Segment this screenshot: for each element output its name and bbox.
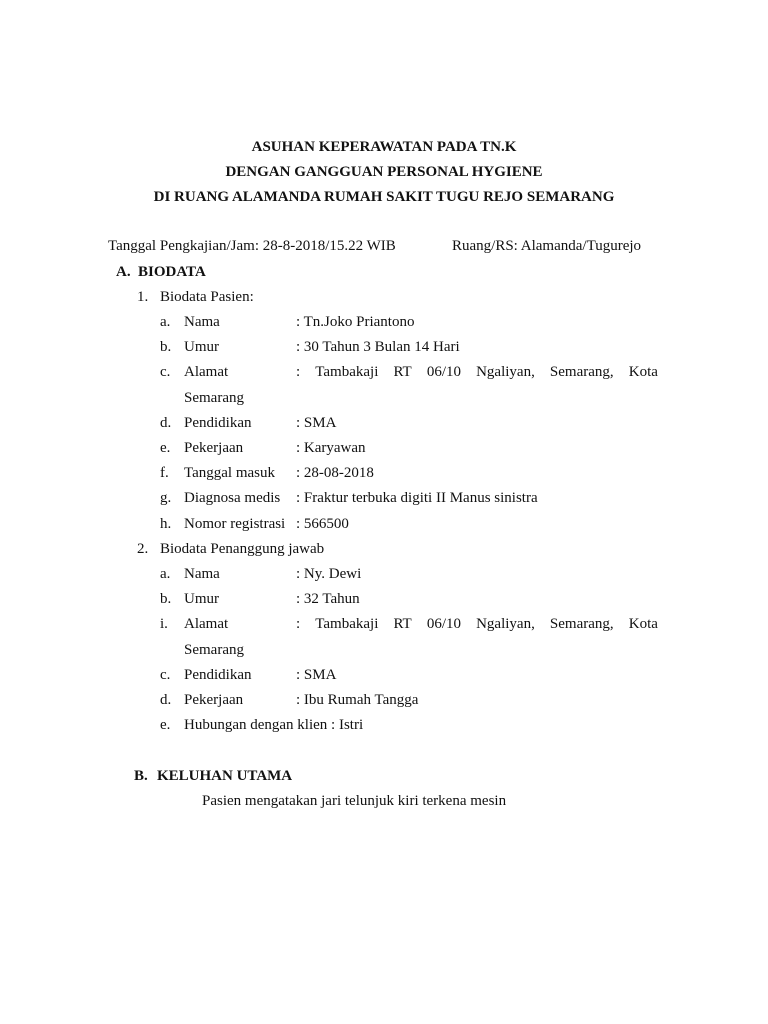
list-marker: i. <box>160 616 168 632</box>
list-marker: e. <box>160 717 171 733</box>
list-marker: c. <box>160 667 171 683</box>
list-marker: b. <box>160 339 172 355</box>
field-value-word: Kota <box>628 364 658 380</box>
field-label: Umur <box>184 591 219 607</box>
field-value: : 30 Tahun 3 Bulan 14 Hari <box>296 339 460 355</box>
field-label: Nama <box>184 314 220 330</box>
field-label: Alamat <box>184 364 229 380</box>
field-label: Umur <box>184 339 219 355</box>
field-value-word: RT <box>393 616 412 632</box>
field-value-word: : <box>296 364 301 380</box>
field-value-word: 06/10 <box>426 616 461 632</box>
list-marker: a. <box>160 314 171 330</box>
field-value-word: Semarang, <box>549 364 614 380</box>
subsection-1-marker: 1. <box>137 289 149 305</box>
list-marker: g. <box>160 490 172 506</box>
biodata-row <box>0 691 768 709</box>
field-value: : Karyawan <box>296 440 366 456</box>
section-b-marker: B. <box>134 768 148 784</box>
list-marker: d. <box>160 692 172 708</box>
field-value-word: Ngaliyan, <box>476 616 535 632</box>
biodata-row <box>0 363 768 381</box>
biodata-row <box>0 489 768 507</box>
section-b-title: KELUHAN UTAMA <box>157 768 293 784</box>
section-a-title: BIODATA <box>138 264 206 280</box>
field-value-word: : <box>296 616 301 632</box>
biodata-row <box>0 590 768 608</box>
list-marker: d. <box>160 415 172 431</box>
room-hospital: Ruang/RS: Alamanda/Tugurejo <box>452 238 642 254</box>
field-label: Tanggal masuk <box>184 465 276 481</box>
biodata-row <box>0 565 768 583</box>
field-value-word: 06/10 <box>426 364 461 380</box>
biodata-row <box>0 338 768 356</box>
biodata-row <box>0 464 768 482</box>
chief-complaint-text: Pasien mengatakan jari telunjuk kiri terkena mesin <box>202 793 507 809</box>
list-marker: e. <box>160 440 171 456</box>
field-value <box>296 363 658 381</box>
biodata-row <box>0 615 768 633</box>
field-value: : Ibu Rumah Tangga <box>296 692 419 708</box>
subsection-2-title: Biodata Penanggung jawab <box>160 541 325 557</box>
field-value-word: RT <box>393 364 412 380</box>
field-value-word: Tambakaji <box>315 364 379 380</box>
field-value: : 32 Tahun <box>296 591 360 607</box>
field-value-continuation: Semarang <box>184 390 244 406</box>
biodata-row <box>0 313 768 331</box>
field-value: : SMA <box>296 667 337 683</box>
field-value: : Fraktur terbuka digiti II Manus sinistra <box>296 490 538 506</box>
title-line-2: DENGAN GANGGUAN PERSONAL HYGIENE <box>225 164 543 180</box>
section-a-marker: A. <box>116 264 131 280</box>
list-marker: a. <box>160 566 171 582</box>
field-label: Nama <box>184 566 220 582</box>
title-line-1: ASUHAN KEPERAWATAN PADA TN.K <box>251 139 517 155</box>
subsection-1-title: Biodata Pasien: <box>160 289 254 305</box>
field-value: : SMA <box>296 415 337 431</box>
field-label: Alamat <box>184 616 229 632</box>
field-value: : 28-08-2018 <box>296 465 374 481</box>
field-value: : 566500 <box>296 516 349 532</box>
list-marker: h. <box>160 516 172 532</box>
field-label: Pendidikan <box>184 667 252 683</box>
field-value-continuation: Semarang <box>184 642 244 658</box>
assessment-date: Tanggal Pengkajian/Jam: 28-8-2018/15.22 WIB <box>108 238 396 254</box>
field-value: : Tn.Joko Priantono <box>296 314 415 330</box>
field-label: Pendidikan <box>184 415 252 431</box>
field-label: Pekerjaan <box>184 692 244 708</box>
title-line-3: DI RUANG ALAMANDA RUMAH SAKIT TUGU REJO SEMARANG <box>153 189 615 205</box>
field-value-word: Ngaliyan, <box>476 364 535 380</box>
biodata-row <box>0 716 768 734</box>
field-value-word: Kota <box>628 616 658 632</box>
field-value: : Ny. Dewi <box>296 566 362 582</box>
biodata-row <box>0 414 768 432</box>
list-marker: c. <box>160 364 171 380</box>
biodata-row <box>0 515 768 533</box>
field-label: Pekerjaan <box>184 440 244 456</box>
field-label: Hubungan dengan klien : Istri <box>184 717 364 733</box>
biodata-row <box>0 666 768 684</box>
field-value <box>296 615 658 633</box>
subsection-2-marker: 2. <box>137 541 149 557</box>
biodata-row <box>0 439 768 457</box>
list-marker: b. <box>160 591 172 607</box>
field-value-word: Tambakaji <box>315 616 379 632</box>
field-label: Diagnosa medis <box>184 490 281 506</box>
field-value-word: Semarang, <box>549 616 614 632</box>
field-label: Nomor registrasi <box>184 516 286 532</box>
list-marker: f. <box>160 465 169 481</box>
